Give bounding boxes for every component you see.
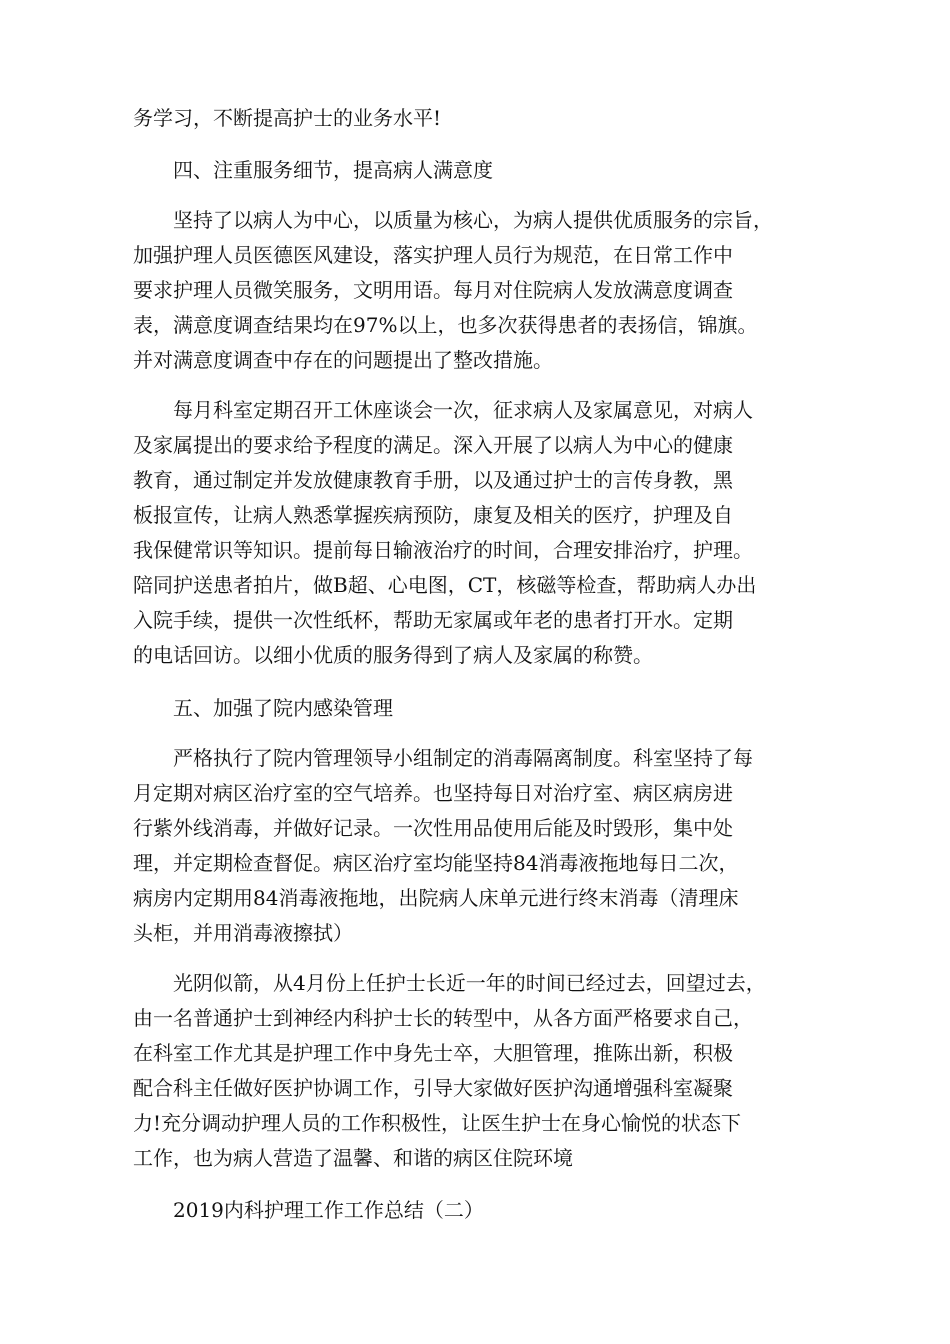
paragraph-line: 板报宣传，让病人熟悉掌握疾病预防，康复及相关的医疗，护理及自 — [133, 503, 733, 527]
paragraph-line: 配合科主任做好医护协调工作，引导大家做好医护沟通增强科室凝聚 — [133, 1076, 733, 1100]
paragraph-line: 坚持了以病人为中心，以质量为核心，为病人提供优质服务的宗旨， — [173, 208, 773, 232]
paragraph-line: 理，并定期检查督促。病区治疗室均能坚持84消毒液拖地每日二次， — [133, 851, 739, 875]
next-section-title: 2019内科护理工作工作总结（二） — [173, 1198, 484, 1222]
paragraph-line: 加强护理人员医德医风建设，落实护理人员行为规范，在日常工作中 — [133, 243, 733, 267]
paragraph-line: 由一名普通护士到神经内科护士长的转型中，从各方面严格要求自己， — [133, 1006, 753, 1030]
paragraph-line: 及家属提出的要求给予程度的满足。深入开展了以病人为中心的健康 — [133, 433, 733, 457]
paragraph-line: 要求护理人员微笑服务，文明用语。每月对住院病人发放满意度调查 — [133, 278, 733, 302]
paragraph-line: 行紫外线消毒，并做好记录。一次性用品使用后能及时毁形，集中处 — [133, 816, 733, 840]
paragraph-line: 我保健常识等知识。提前每日输液治疗的时间，合理安排治疗，护理。 — [133, 538, 753, 562]
paragraph-line: 光阴似箭，从4月份上任护士长近一年的时间已经过去，回望过去， — [173, 971, 766, 995]
paragraph-line: 教育，通过制定并发放健康教育手册，以及通过护士的言传身教，黑 — [133, 468, 733, 492]
paragraph-line: 力!充分调动护理人员的工作积极性，让医生护士在身心愉悦的状态下 — [133, 1111, 742, 1135]
paragraph-line: 头柜，并用消毒液擦拭） — [133, 921, 353, 945]
paragraph-line: 月定期对病区治疗室的空气培养。也坚持每日对治疗室、病区病房进 — [133, 781, 733, 805]
paragraph-line: 工作，也为病人营造了温馨、和谐的病区住院环境 — [133, 1146, 573, 1170]
section-heading: 五、加强了院内感染管理 — [173, 696, 393, 720]
section-heading: 四、注重服务细节，提高病人满意度 — [173, 158, 493, 182]
paragraph-line: 并对满意度调查中存在的问题提出了整改措施。 — [133, 348, 553, 372]
paragraph-line: 务学习，不断提高护士的业务水平! — [133, 106, 442, 130]
paragraph-line: 入院手续，提供一次性纸杯，帮助无家属或年老的患者打开水。定期 — [133, 608, 733, 632]
paragraph-line: 在科室工作尤其是护理工作中身先士卒，大胆管理，推陈出新，积极 — [133, 1041, 733, 1065]
paragraph-line: 每月科室定期召开工休座谈会一次，征求病人及家属意见，对病人 — [173, 398, 753, 422]
paragraph-line: 病房内定期用84消毒液拖地，出院病人床单元进行终末消毒（清理床 — [133, 886, 739, 910]
paragraph-line: 严格执行了院内管理领导小组制定的消毒隔离制度。科室坚持了每 — [173, 746, 753, 770]
paragraph-line: 的电话回访。以细小优质的服务得到了病人及家属的称赞。 — [133, 643, 653, 667]
paragraph-line: 表，满意度调查结果均在97%以上，也多次获得患者的表扬信，锦旗。 — [133, 313, 758, 337]
paragraph-line: 陪同护送患者拍片，做B超、心电图，CT，核磁等检查，帮助病人办出 — [133, 573, 757, 597]
